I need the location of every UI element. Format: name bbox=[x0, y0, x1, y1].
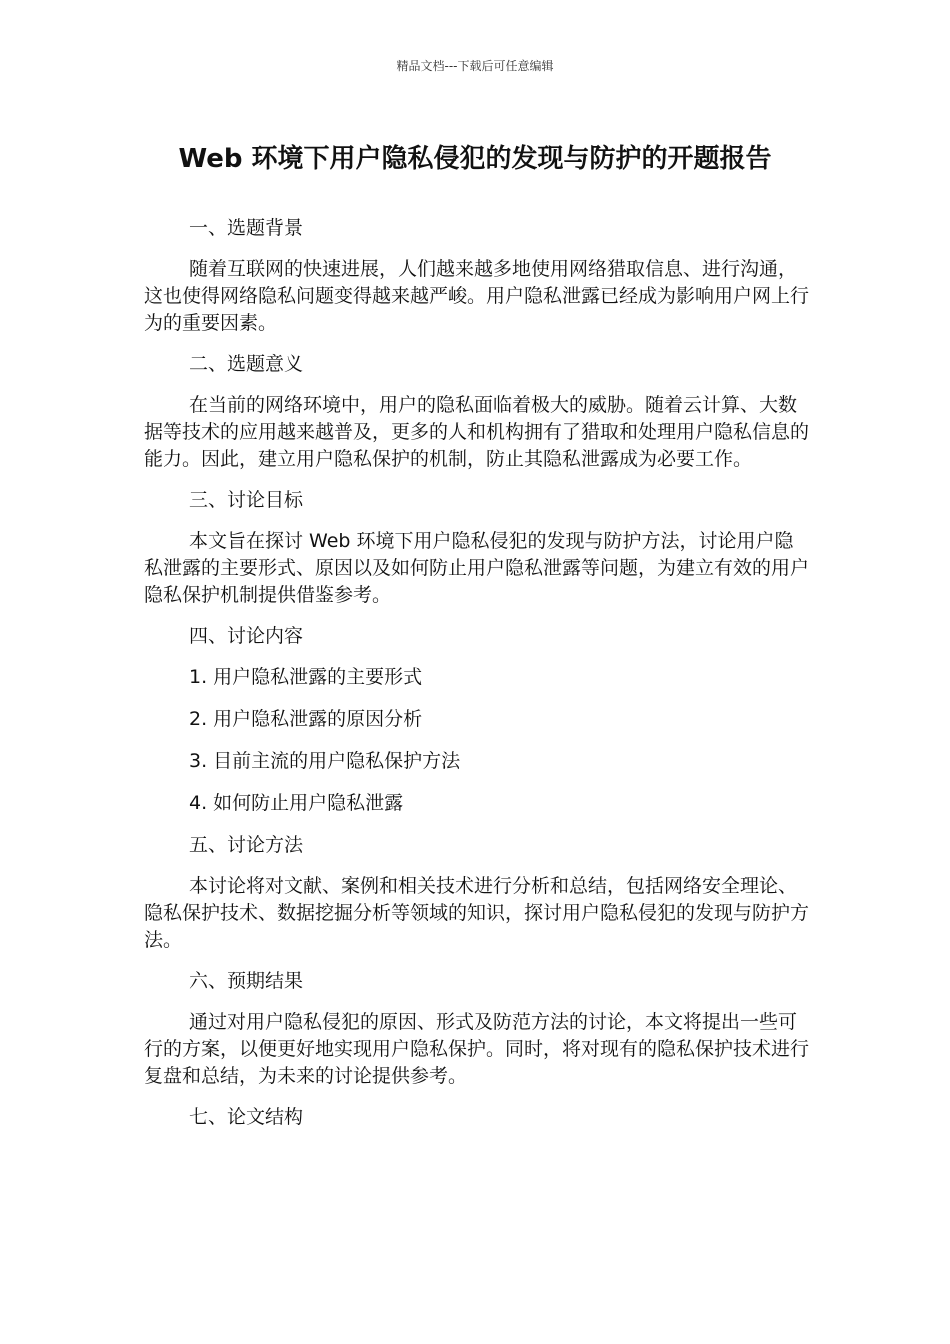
section-heading-content: 四、讨论内容 bbox=[189, 625, 304, 647]
section-heading-significance: 二、选题意义 bbox=[189, 353, 304, 375]
paragraph-objectives: 本文旨在探讨 Web 环境下用户隐私侵犯的发现与防护方法，讨论用户隐私泄露的主要形式、原因以及如何防止用户隐私泄露等问题，为建立有效的用户隐私保护机制提供借鉴参考。 bbox=[144, 530, 810, 606]
document-body bbox=[144, 215, 809, 1145]
list-item: 2. 用户隐私泄露的原因分析 bbox=[189, 708, 423, 730]
list-item: 4. 如何防止用户隐私泄露 bbox=[189, 792, 404, 814]
paragraph-expected-results: 通过对用户隐私侵犯的原因、形式及防范方法的讨论，本文将提出一些可行的方案，以便更好地实现用户隐私保护。同时，将对现有的隐私保护技术进行复盘和总结，为未来的讨论提供参考。 bbox=[144, 1011, 810, 1087]
section-heading-structure: 七、论文结构 bbox=[189, 1106, 304, 1128]
paragraph-methods: 本讨论将对文献、案例和相关技术进行分析和总结，包括网络安全理论、隐私保护技术、数据挖掘分析等领域的知识，探讨用户隐私侵犯的发现与防护方法。 bbox=[144, 875, 810, 951]
section-heading-expected-results: 六、预期结果 bbox=[189, 970, 304, 992]
paragraph-background: 随着互联网的快速进展，人们越来越多地使用网络猎取信息、进行沟通，这也使得网络隐私问题变得越来越严峻。用户隐私泄露已经成为影响用户网上行为的重要因素。 bbox=[144, 258, 810, 334]
paragraph-significance: 在当前的网络环境中，用户的隐私面临着极大的威胁。随着云计算、大数据等技术的应用越来越普及，更多的人和机构拥有了猎取和处理用户隐私信息的能力。因此，建立用户隐私保护的机制，防止其隐私泄露成为必要工作。 bbox=[144, 394, 810, 470]
section-heading-objectives: 三、讨论目标 bbox=[189, 489, 304, 511]
document-title: Web 环境下用户隐私侵犯的发现与防护的开题报告 bbox=[178, 144, 772, 174]
list-item: 3. 目前主流的用户隐私保护方法 bbox=[189, 750, 461, 772]
header-note: 精品文档---下载后可任意编辑 bbox=[396, 59, 554, 73]
list-item: 1. 用户隐私泄露的主要形式 bbox=[189, 666, 423, 688]
section-heading-methods: 五、讨论方法 bbox=[189, 834, 304, 856]
section-heading-background: 一、选题背景 bbox=[189, 217, 304, 239]
